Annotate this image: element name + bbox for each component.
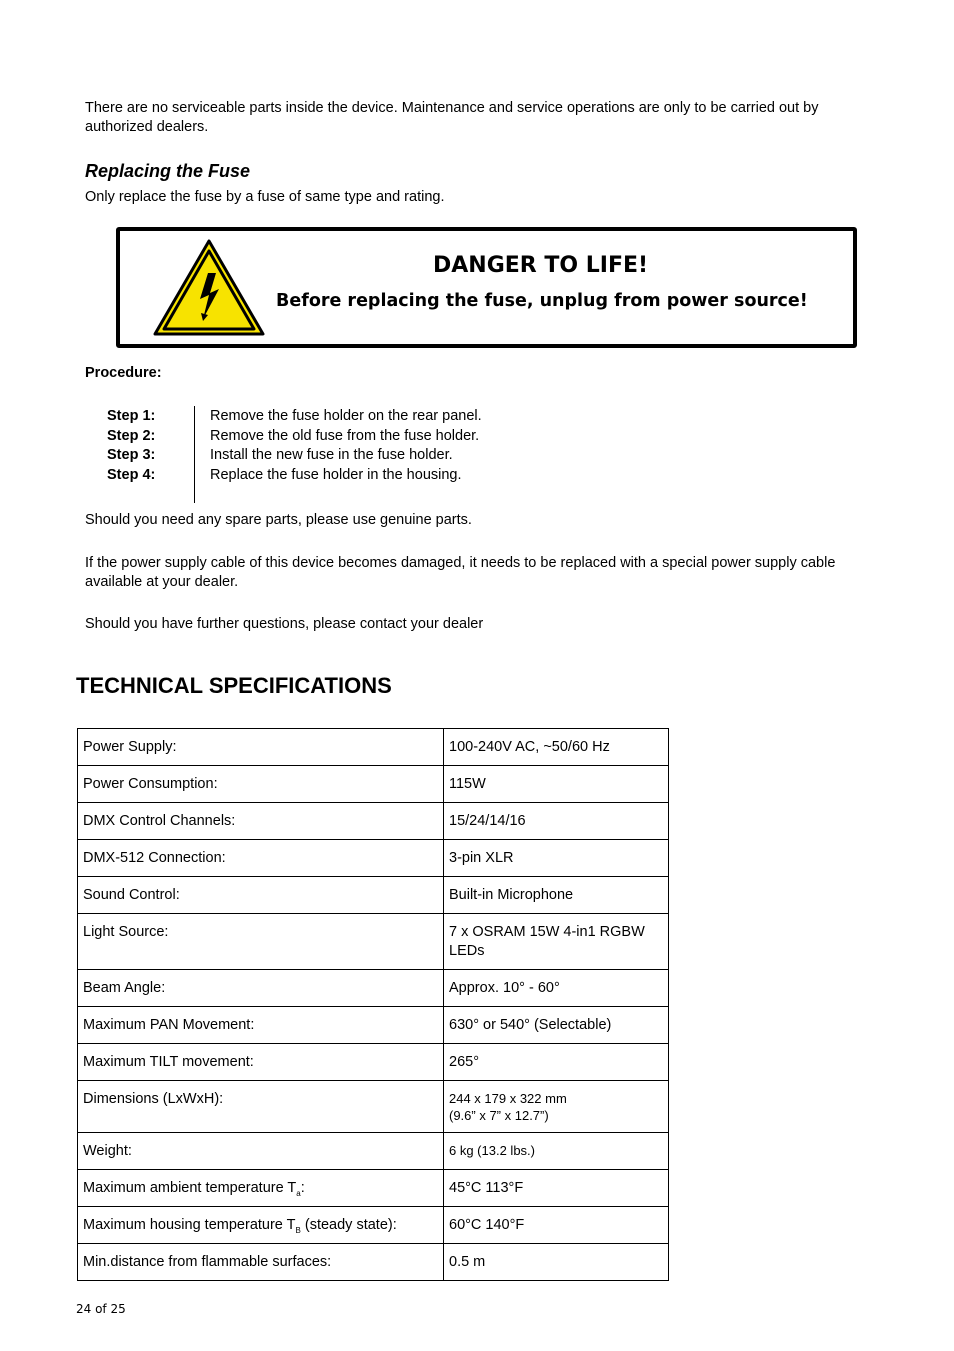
table-row (78, 1244, 669, 1281)
step-row (107, 466, 482, 486)
fuse-heading: Replacing the Fuse (85, 161, 251, 181)
spec-label-suffix: : (300, 1180, 305, 1196)
spec-label: Light Source: (78, 914, 444, 970)
table-row (78, 729, 669, 766)
spec-label: Power Consumption: (78, 766, 444, 803)
table-row (78, 1044, 669, 1081)
table-row (78, 1007, 669, 1044)
high-voltage-warning-icon (152, 237, 266, 337)
step-label: Step 3: (107, 447, 156, 464)
spec-value-imperial: (9.6” x 7” x 12.7”) (449, 1108, 549, 1123)
spec-label: Weight: (78, 1133, 444, 1170)
fuse-instruction: Only replace the fuse by a fuse of same type and rating. (85, 189, 445, 205)
page-number: 24 of 25 (76, 1302, 126, 1316)
spec-value (444, 1133, 669, 1170)
spec-value: 265° (444, 1044, 669, 1081)
table-row (78, 840, 669, 877)
specs-table (77, 728, 669, 1281)
power-cable-paragraph: If the power supply cable of this device becomes damaged, it needs to be replaced with a special power supply cable available at your dealer. (85, 555, 836, 590)
spec-label-subscript: a (296, 1188, 301, 1198)
contact-dealer-paragraph: Should you have further questions, please contact your dealer (85, 616, 484, 632)
spec-value: 3-pin XLR (444, 840, 669, 877)
specs-title: TECHNICAL SPECIFICATIONS (76, 673, 392, 698)
spec-value: 7 x OSRAM 15W 4-in1 RGBW LEDs (444, 914, 669, 970)
spec-label: Min.distance from flammable surfaces: (78, 1244, 444, 1281)
spec-value-text: 6 kg (13.2 lbs.) (449, 1143, 535, 1158)
step-row (107, 427, 482, 447)
step-text: Install the new fuse in the fuse holder. (210, 447, 453, 464)
spec-label: Beam Angle: (78, 970, 444, 1007)
step-text: Remove the fuse holder on the rear panel. (210, 408, 482, 424)
spec-value: 0.5 m (444, 1244, 669, 1281)
spec-value: Built-in Microphone (444, 877, 669, 914)
spec-value: 60°C 140°F (444, 1207, 669, 1244)
spec-label: Maximum PAN Movement: (78, 1007, 444, 1044)
table-row (78, 1170, 669, 1207)
table-row (78, 766, 669, 803)
spec-label-text: Maximum ambient temperature T (83, 1180, 297, 1196)
step-label: Step 4: (107, 466, 156, 483)
step-label: Step 1: (107, 408, 156, 424)
spec-value: 15/24/14/16 (444, 803, 669, 840)
danger-title: DANGER TO LIFE! (433, 253, 649, 278)
spec-label: Power Supply: (78, 729, 444, 766)
step-row (107, 407, 482, 427)
spec-label: Dimensions (LxWxH): (78, 1081, 444, 1133)
table-row (78, 1133, 669, 1170)
table-row (78, 877, 669, 914)
table-row (78, 1207, 669, 1244)
spec-value: Approx. 10° - 60° (444, 970, 669, 1007)
danger-warning-box (116, 227, 857, 348)
table-row (78, 914, 669, 970)
procedure-label: Procedure: (85, 365, 162, 381)
spec-label: Sound Control: (78, 877, 444, 914)
spec-label: Maximum TILT movement: (78, 1044, 444, 1081)
table-row (78, 970, 669, 1007)
danger-subtitle: Before replacing the fuse, unplug from power source! (276, 291, 808, 311)
spec-label (78, 1170, 444, 1207)
table-row (78, 1081, 669, 1133)
spec-label (78, 1207, 444, 1244)
spec-value: 630° or 540° (Selectable) (444, 1007, 669, 1044)
intro-paragraph: There are no serviceable parts inside the device. Maintenance and service operations are only to be carried out by authorized dealers. (85, 100, 819, 135)
spec-label: DMX Control Channels: (78, 803, 444, 840)
spec-value: 115W (444, 766, 669, 803)
spare-parts-paragraph: Should you need any spare parts, please use genuine parts. (85, 512, 472, 528)
table-row (78, 803, 669, 840)
spec-label: DMX-512 Connection: (78, 840, 444, 877)
spec-label-subscript: B (295, 1225, 301, 1235)
spec-value: 45°C 113°F (444, 1170, 669, 1207)
spec-value: 100-240V AC, ~50/60 Hz (444, 729, 669, 766)
step-label: Step 2: (107, 427, 156, 444)
spec-value-metric: 244 x 179 x 322 mm (449, 1091, 567, 1106)
spec-label-suffix: (steady state): (300, 1217, 397, 1233)
step-text: Replace the fuse holder in the housing. (210, 466, 462, 483)
spec-value (444, 1081, 669, 1133)
procedure-steps (107, 407, 482, 485)
step-text: Remove the old fuse from the fuse holder. (210, 427, 480, 444)
step-row (107, 446, 482, 466)
spec-label-text: Maximum housing temperature T (83, 1217, 296, 1233)
